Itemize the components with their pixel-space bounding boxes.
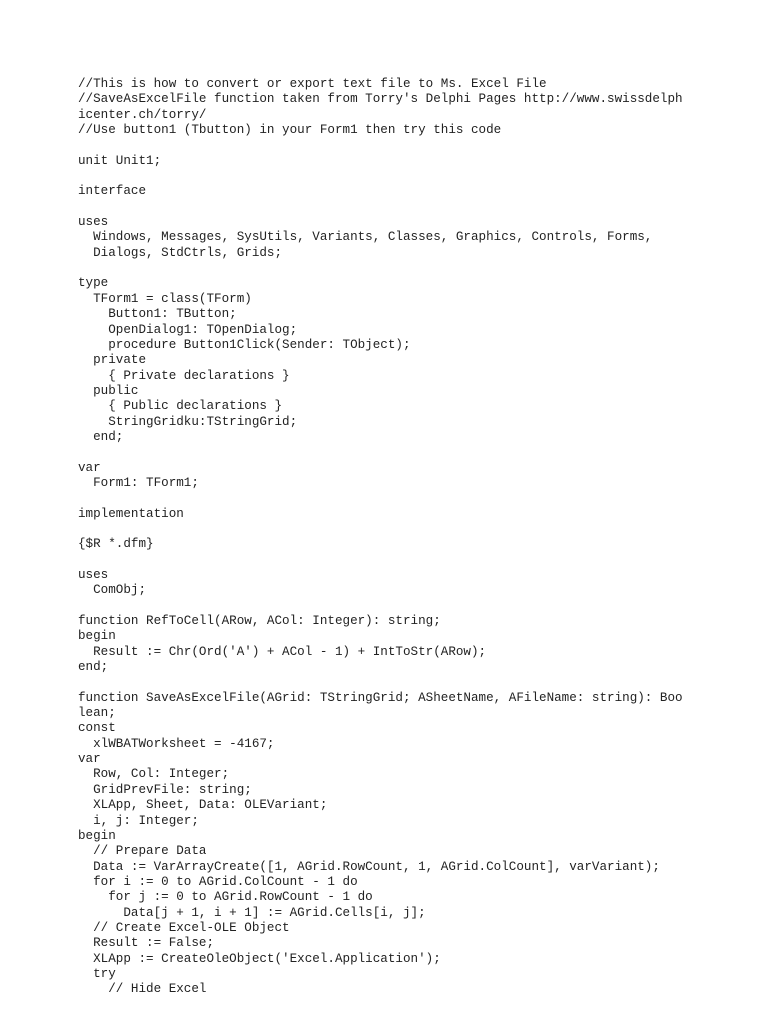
code-line: //This is how to convert or export text file to Ms. Excel File (78, 77, 547, 91)
code-line: xlWBATWorksheet = -4167; (78, 736, 275, 751)
code-line: Button1: TButton; (78, 307, 237, 322)
code-line: Form1: TForm1; (78, 475, 199, 490)
code-line: begin (78, 828, 116, 843)
code-line: unit Unit1; (78, 153, 162, 168)
code-line: const (78, 721, 116, 736)
code-line: for j := 0 to AGrid.RowCount - 1 do (78, 890, 373, 905)
code-line: implementation (78, 506, 184, 521)
code-line: Windows, Messages, SysUtils, Variants, Classes, Graphics, Controls, Forms, (78, 230, 653, 245)
code-line: private (78, 353, 147, 368)
code-line: Data := VarArrayCreate([1, AGrid.RowCount, 1, AGrid.ColCount], varVariant); (78, 859, 660, 874)
code-line: TForm1 = class(TForm) (78, 291, 252, 306)
code-line: Data[j + 1, i + 1] := AGrid.Cells[i, j]; (78, 905, 426, 920)
code-line: XLApp, Sheet, Data: OLEVariant; (78, 798, 328, 813)
code-line: OpenDialog1: TOpenDialog; (78, 322, 298, 337)
code-line: var (78, 752, 101, 767)
code-line: ComObj; (78, 583, 147, 598)
code-line: end; (78, 429, 124, 444)
code-line (78, 445, 738, 460)
code-line: type (78, 276, 109, 291)
code-listing (78, 77, 738, 998)
code-line: Result := False; (78, 936, 215, 951)
code-line: XLApp := CreateOleObject('Excel.Application'); (78, 951, 441, 966)
code-line (78, 491, 738, 506)
code-line: //Use button1 (Tbutton) in your Form1 then try this code (78, 123, 502, 138)
code-line: // Hide Excel (78, 982, 207, 997)
code-line: icenter.ch/torry/ (78, 107, 207, 122)
code-line: GridPrevFile: string; (78, 782, 252, 797)
code-line: { Public declarations } (78, 399, 283, 414)
code-line (78, 522, 738, 537)
code-line: public (78, 383, 139, 398)
code-line (78, 138, 738, 153)
code-line: function SaveAsExcelFile(AGrid: TStringGrid; ASheetName, AFileName: string): Boo (78, 690, 683, 705)
code-line: interface (78, 184, 147, 199)
code-line: // Create Excel-OLE Object (78, 920, 290, 935)
code-line: begin (78, 629, 116, 644)
code-line: end; (78, 660, 109, 675)
code-line (78, 675, 738, 690)
code-line: StringGridku:TStringGrid; (78, 414, 298, 429)
code-line: procedure Button1Click(Sender: TObject); (78, 337, 411, 352)
code-line: i, j: Integer; (78, 813, 199, 828)
code-line: {$R *.dfm} (78, 537, 154, 552)
code-line: Result := Chr(Ord('A') + ACol - 1) + IntToStr(ARow); (78, 644, 487, 659)
code-line: for i := 0 to AGrid.ColCount - 1 do (78, 874, 358, 889)
code-line (78, 261, 738, 276)
code-line: // Prepare Data (78, 844, 207, 859)
code-line: uses (78, 568, 109, 582)
code-line: uses (78, 215, 109, 230)
code-line (78, 200, 738, 215)
code-line (78, 599, 738, 614)
code-line (78, 553, 738, 568)
code-line: try (78, 966, 116, 981)
code-line: { Private declarations } (78, 368, 290, 383)
code-line: lean; (78, 706, 116, 721)
code-line: var (78, 460, 101, 475)
code-line (78, 169, 738, 184)
code-line: //SaveAsExcelFile function taken from Torry's Delphi Pages http://www.swissdelph (78, 92, 683, 107)
code-line: function RefToCell(ARow, ACol: Integer): string; (78, 614, 441, 629)
code-line: Row, Col: Integer; (78, 767, 230, 782)
code-line: Dialogs, StdCtrls, Grids; (78, 245, 283, 260)
